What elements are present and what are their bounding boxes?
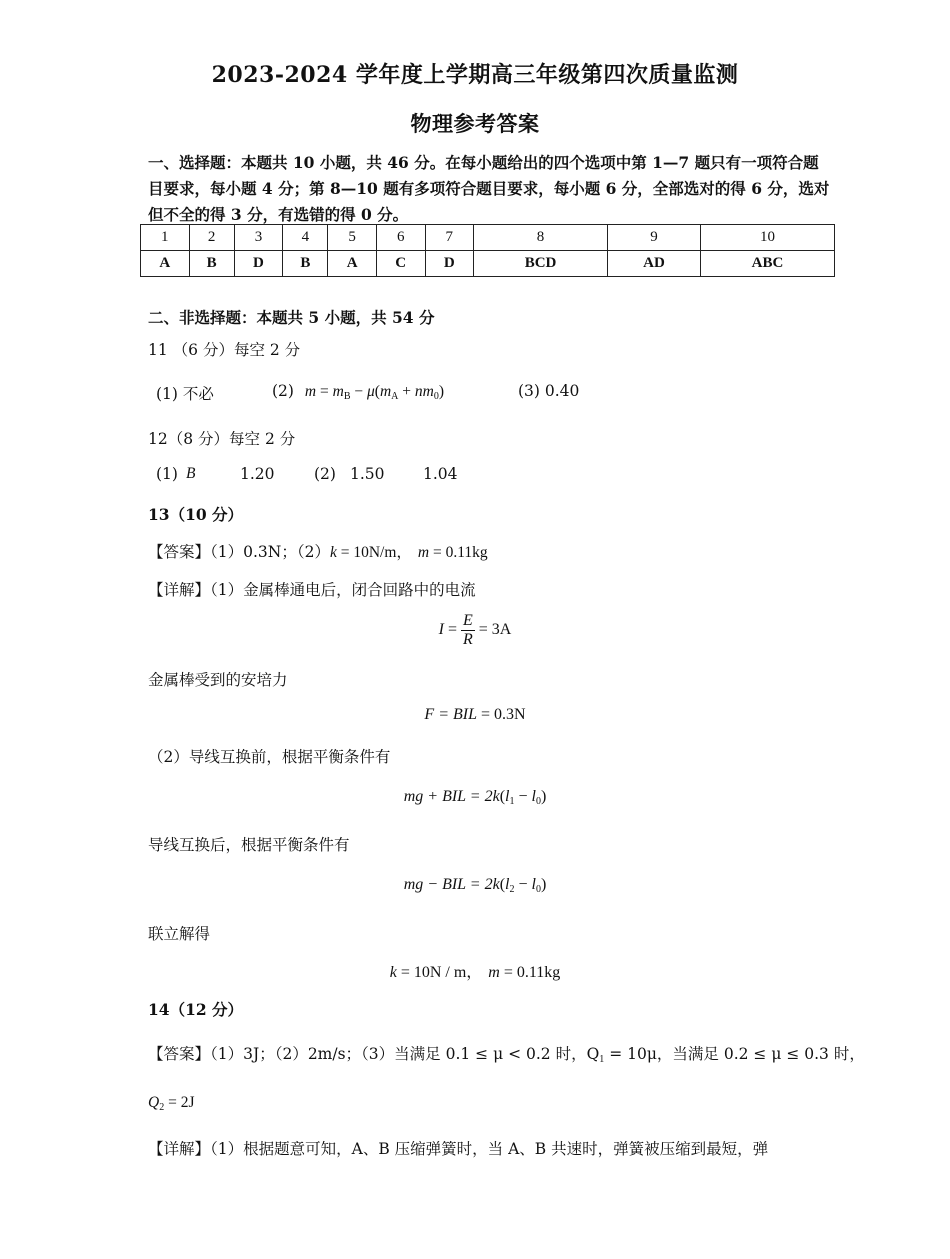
question-number: 10: [700, 225, 834, 251]
q13-header: 13（10 分）: [148, 505, 244, 524]
q11-answer-3: (3) 0.40: [518, 382, 580, 400]
q11-answer-1: (1) 不必: [156, 385, 214, 403]
q11-answer-2: [272, 382, 444, 402]
answer-table: [140, 224, 835, 277]
question-number: 4: [283, 225, 328, 251]
section1-heading: 一、选择题：本题共 10 小题，共 46 分。在每小题给出的四个选项中第 1—7 题只有一项符合题目要求，每小题 4 分；第 8—10 题有多项符合题目要求，每小题 6 分，全部选对的得 6 分，选对但不全的得 3 分，有选错的得 0 分。: [148, 153, 830, 224]
question-number: 3: [234, 225, 283, 251]
q11-formula: $m = m_B - \mu(m_A + nm_0)$: [304, 383, 444, 402]
question-number: 6: [376, 225, 425, 251]
q12-label-2: (2): [314, 465, 336, 483]
q13-text-2: 金属棒受到的安培力: [148, 671, 288, 689]
q14-answer-line-2: $Q_2 = 2J$: [148, 1094, 195, 1113]
answer-cell: C: [376, 251, 425, 277]
q12-value-3: 1.04: [423, 465, 458, 483]
answer-cell: B: [189, 251, 234, 277]
q13-answer: 【答案】（1）0.3N；（2）k = 10N/m， m = 0.11kg: [148, 543, 488, 561]
q13-equation-force: F = BIL = 0.3N: [424, 706, 526, 723]
question-number: 5: [328, 225, 377, 251]
answer-cell: AD: [608, 251, 701, 277]
q13-equation-after: mg − BIL = $2k(l_2 - l_0)$: [403, 876, 547, 895]
document-title: 2023-2024 学年度上学期高三年级第四次质量监测: [211, 62, 739, 88]
answer-cell: D: [234, 251, 283, 277]
q12-header: 12（8 分）每空 2 分: [148, 430, 296, 448]
q13-text-3: （2）导线互换前，根据平衡条件有: [148, 748, 391, 766]
answer-cell: BCD: [474, 251, 608, 277]
answer-table-number-row: [141, 225, 835, 251]
question-number: 8: [474, 225, 608, 251]
section2-heading: 二、非选择题：本题共 5 小题，共 54 分: [148, 308, 435, 327]
question-number: 7: [425, 225, 474, 251]
answer-cell: A: [328, 251, 377, 277]
q14-detail-1: 【详解】（1）根据题意可知，A、B 压缩弹簧时，当 A、B 共速时，弹簧被压缩到最短，弹: [148, 1140, 769, 1158]
q11-header: 11 （6 分）每空 2 分: [148, 341, 301, 359]
answer-cell: ABC: [700, 251, 834, 277]
answer-table-answer-row: [141, 251, 835, 277]
q12-label-1: (1): [156, 465, 178, 483]
q13-equation-current: I = $\frac{E}{R}$ = 3A: [438, 612, 512, 648]
question-number: 9: [608, 225, 701, 251]
q12-answer-1: B: [186, 465, 196, 482]
q12-value-2: 1.50: [350, 465, 385, 483]
q12-value-1: 1.20: [240, 465, 275, 483]
answer-cell: B: [283, 251, 328, 277]
q14-header: 14（12 分）: [148, 1000, 244, 1019]
question-number: 2: [189, 225, 234, 251]
q11-label-2: (2): [272, 382, 294, 400]
q13-detail-1: 【详解】（1）金属棒通电后，闭合回路中的电流: [148, 581, 476, 599]
q13-text-5: 联立解得: [148, 925, 211, 943]
q13-equation-result: k = 10N / m， m = 0.11kg: [389, 964, 561, 981]
q13-text-4: 导线互换后，根据平衡条件有: [148, 836, 350, 854]
answer-cell: A: [141, 251, 190, 277]
answer-cell: D: [425, 251, 474, 277]
question-number: 1: [141, 225, 190, 251]
document-subtitle: 物理参考答案: [410, 111, 540, 136]
q13-equation-before: mg + BIL = $2k(l_1 - l_0)$: [403, 788, 547, 807]
q14-answer: 【答案】（1）3J；（2）2m/s；（3）当满足 0.1 ≤ μ < 0.2 时，$Q_1 = 10\mu$，当满足 0.2 ≤ μ ≤ 0.3 时，: [148, 1045, 865, 1065]
